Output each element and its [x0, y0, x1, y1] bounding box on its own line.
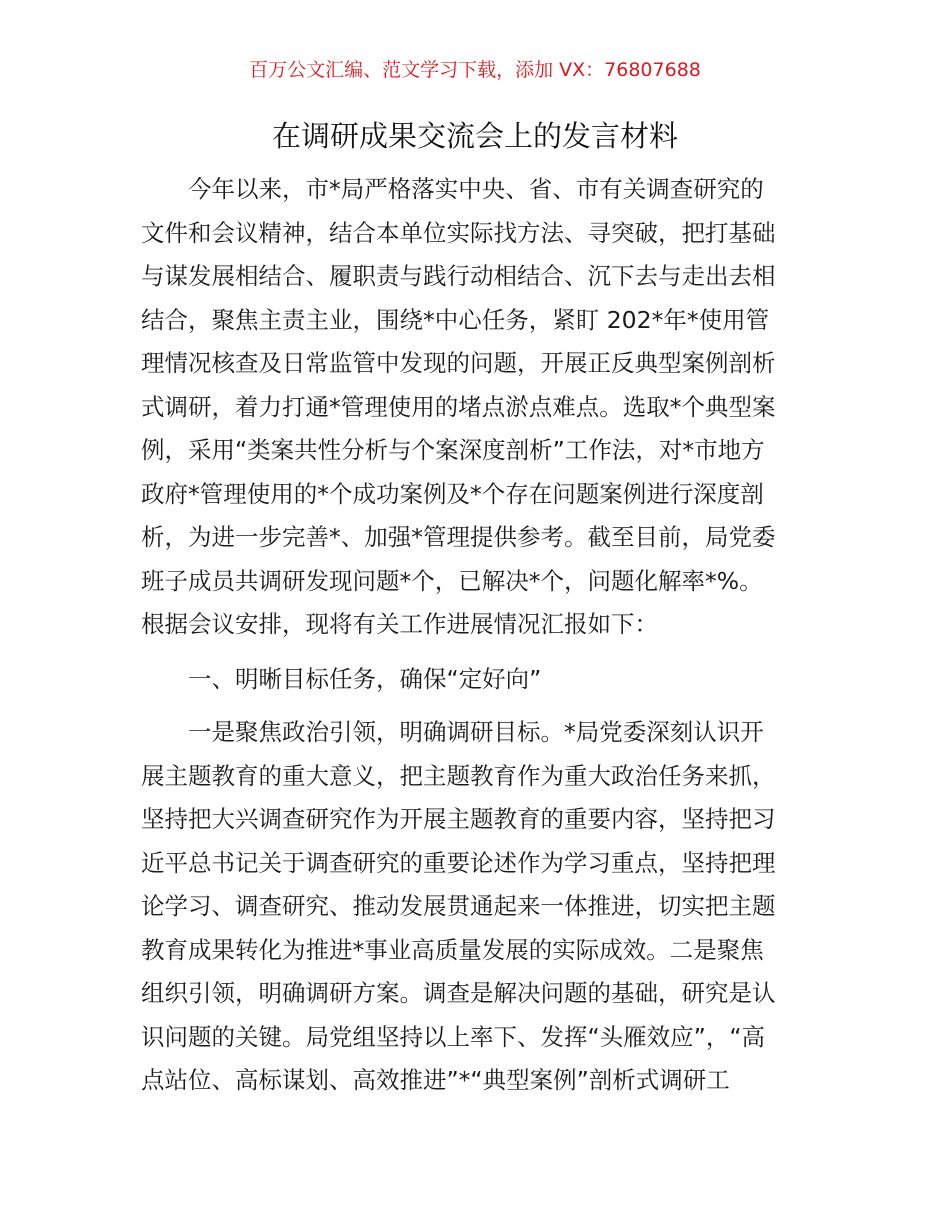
paragraph-line: 文件和会议精神，结合本单位实际找方法、寻突破，把打基础 — [141, 219, 776, 247]
paragraph-line: 例，采用“类案共性分析与个案深度剖析”工作法，对*市地方 — [141, 436, 765, 464]
paragraph-line: 论学习、调查研究、推动发展贯通起来一体推进，切实把主题 — [141, 892, 776, 920]
paragraph-line: 展主题教育的重大意义，把主题教育作为重大政治任务来抓， — [141, 762, 776, 790]
paragraph-line: 政府*管理使用的*个成功案例及*个存在问题案例进行深度剖 — [141, 480, 764, 508]
paragraph-line: 组织引领，明确调研方案。调查是解决问题的基础，研究是认 — [141, 979, 776, 1007]
paragraph-line: 根据会议安排，现将有关工作进展情况汇报如下： — [141, 610, 658, 638]
paragraph-line: 析，为进一步完善*、加强*管理提供参考。截至目前，局党委 — [141, 523, 776, 551]
paragraph-line: 一是聚焦政治引领，明确调研目标。*局党委深刻认识开 — [188, 718, 764, 746]
paragraph-line: 识问题的关键。局党组坚持以上率下、发挥“头雁效应”，“高 — [141, 1023, 766, 1051]
paragraph-line: 今年以来，市*局严格落实中央、省、市有关调查研究的 — [188, 175, 764, 203]
paragraph-line: 理情况核查及日常监管中发现的问题，开展正反典型案例剖析 — [141, 349, 776, 377]
paragraph-line: 与谋发展相结合、履职责与践行动相结合、沉下去与走出去相 — [141, 262, 776, 290]
paragraph-line: 坚持把大兴调查研究作为开展主题教育的重要内容，坚持把习 — [141, 805, 776, 833]
paragraph-line: 结合，聚焦主责主业，围绕*中心任务，紧盯 202*年*使用管 — [141, 306, 770, 334]
header-watermark-note: 百万公文汇编、范文学习下载，添加 VX：76807688 — [249, 59, 701, 81]
paragraph-line: 点站位、高标谋划、高效推进”*“典型案例”剖析式调研工 — [141, 1066, 730, 1094]
section-heading: 一、明晰目标任务，确保“定好向” — [188, 665, 542, 693]
document-title: 在调研成果交流会上的发言材料 — [271, 119, 678, 153]
paragraph-line: 教育成果转化为推进*事业高质量发展的实际成效。二是聚焦 — [141, 936, 764, 964]
paragraph-line: 近平总书记关于调查研究的重要论述作为学习重点，坚持把理 — [141, 849, 776, 877]
paragraph-line: 式调研，着力打通*管理使用的堵点淤点难点。选取*个典型案 — [141, 393, 776, 421]
paragraph-line: 班子成员共调研发现问题*个，已解决*个，问题化解率*%。 — [141, 567, 763, 595]
